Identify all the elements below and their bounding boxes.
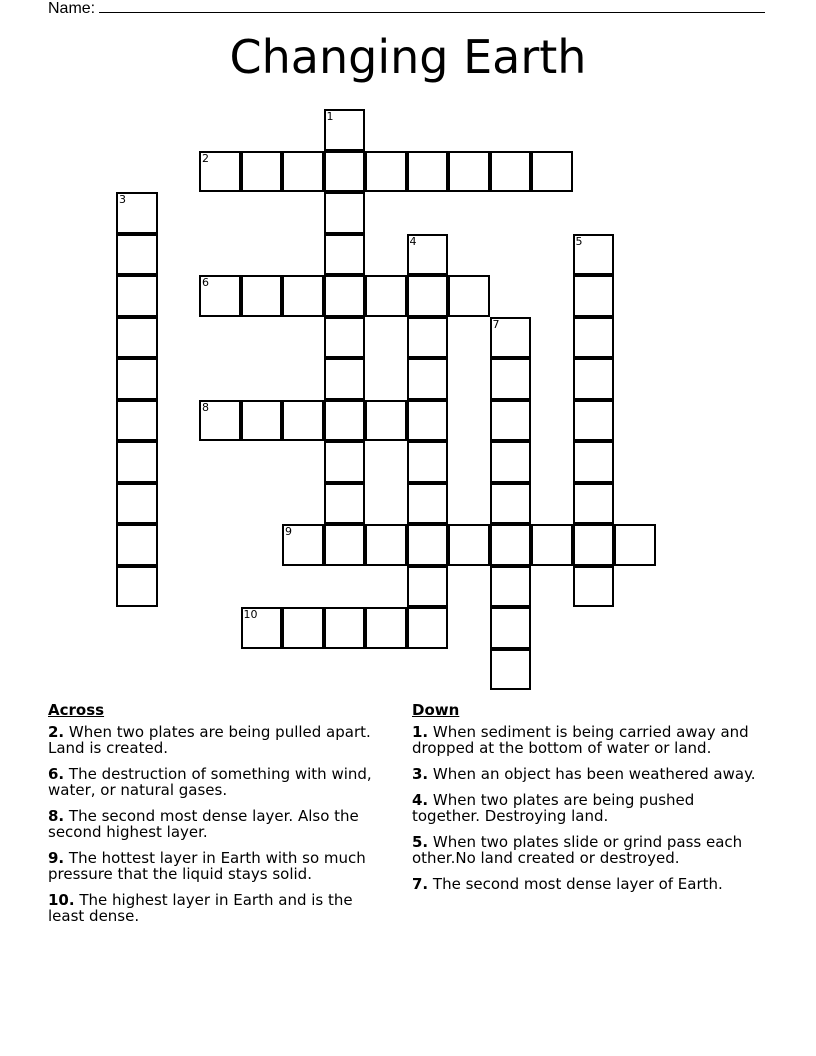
grid-cell[interactable] xyxy=(490,524,532,566)
grid-cell[interactable] xyxy=(116,441,158,483)
clue-down-5: 5. When two plates slide or grind pass each other.No land created or destroyed. xyxy=(412,833,743,867)
clue-number: 3 xyxy=(119,193,126,206)
grid-cell[interactable] xyxy=(324,151,366,193)
grid-cell[interactable] xyxy=(407,607,449,649)
grid-cell[interactable] xyxy=(407,483,449,525)
grid-cell[interactable] xyxy=(324,483,366,525)
grid-cell[interactable] xyxy=(324,441,366,483)
grid-cell[interactable] xyxy=(199,275,241,317)
grid-cell[interactable] xyxy=(116,400,158,442)
grid-cell[interactable] xyxy=(241,151,283,193)
grid-cell[interactable] xyxy=(282,400,324,442)
clue-number: 10 xyxy=(243,608,258,621)
clue-number: 1 xyxy=(326,110,334,123)
grid-cell[interactable] xyxy=(324,400,366,442)
grid-cell[interactable] xyxy=(573,524,615,566)
grid-cell[interactable] xyxy=(573,317,615,359)
grid-cell[interactable] xyxy=(573,483,615,525)
grid-cell[interactable] xyxy=(490,400,532,442)
grid-cell[interactable] xyxy=(573,441,615,483)
grid-cell[interactable] xyxy=(199,151,241,193)
grid-cell[interactable] xyxy=(407,151,449,193)
clue-number: 4 xyxy=(409,234,417,248)
grid-cell[interactable] xyxy=(573,566,615,608)
grid-cell[interactable] xyxy=(282,151,324,193)
clue-across-6: 6. The destruction of something with wind, water, or natural gases. xyxy=(48,765,372,799)
grid-cell[interactable] xyxy=(324,109,366,151)
name-label: Name: xyxy=(48,0,96,17)
grid-cell[interactable] xyxy=(241,275,283,317)
grid-cell[interactable] xyxy=(241,607,283,649)
grid-cell[interactable] xyxy=(116,275,158,317)
grid-cell[interactable] xyxy=(116,317,158,359)
grid-cell[interactable] xyxy=(324,234,366,276)
clue-number: 8 xyxy=(202,400,209,414)
grid-cell[interactable] xyxy=(490,607,532,649)
grid-cell[interactable] xyxy=(324,358,366,400)
clue-down-1: 1. When sediment is being carried away and dropped at the bottom of water or land. xyxy=(412,723,749,757)
grid-cell[interactable] xyxy=(282,607,324,649)
down-clues xyxy=(412,702,762,902)
grid-cell[interactable] xyxy=(282,275,324,317)
grid-cell[interactable] xyxy=(407,441,449,483)
clue-down-3: 3. When an object has been weathered away. xyxy=(412,765,756,783)
grid-cell[interactable] xyxy=(490,649,532,691)
grid-cell[interactable] xyxy=(324,524,366,566)
grid-cell[interactable] xyxy=(365,151,407,193)
grid-cell[interactable] xyxy=(448,151,490,193)
grid-cell[interactable] xyxy=(490,317,532,359)
grid-cell[interactable] xyxy=(365,400,407,442)
grid-cell[interactable] xyxy=(407,524,449,566)
grid-cell[interactable] xyxy=(531,524,573,566)
grid-cell[interactable] xyxy=(448,524,490,566)
grid-cell[interactable] xyxy=(490,151,532,193)
grid-cell[interactable] xyxy=(116,483,158,525)
grid-cell[interactable] xyxy=(407,275,449,317)
grid-cell[interactable] xyxy=(448,275,490,317)
grid-cell[interactable] xyxy=(490,441,532,483)
grid-cell[interactable] xyxy=(407,358,449,400)
grid-cell[interactable] xyxy=(490,483,532,525)
clue-number: 5 xyxy=(575,234,583,248)
grid-cell[interactable] xyxy=(573,358,615,400)
grid-cell[interactable] xyxy=(116,358,158,400)
grid-cell[interactable] xyxy=(573,400,615,442)
grid-cell[interactable] xyxy=(324,275,366,317)
grid-cell[interactable] xyxy=(324,607,366,649)
down-heading: Down xyxy=(412,701,460,719)
clue-number: 9 xyxy=(285,525,292,538)
grid-cell[interactable] xyxy=(490,358,532,400)
grid-cell[interactable] xyxy=(573,275,615,317)
clue-number: 2 xyxy=(202,151,209,165)
clue-across-10: 10. The highest layer in Earth and is the least dense. xyxy=(48,891,353,925)
across-heading: Across xyxy=(48,701,105,719)
grid-cell[interactable] xyxy=(199,400,241,442)
grid-cell[interactable] xyxy=(614,524,656,566)
grid-cell[interactable] xyxy=(407,234,449,276)
grid-cell[interactable] xyxy=(282,524,324,566)
grid-cell[interactable] xyxy=(407,400,449,442)
clue-down-7: 7. The second most dense layer of Earth. xyxy=(412,875,723,893)
clue-across-8: 8. The second most dense layer. Also the second highest layer. xyxy=(48,807,359,841)
clue-number: 7 xyxy=(492,317,500,331)
clue-down-4: 4. When two plates are being pushed together. Destroying land. xyxy=(412,791,695,825)
grid-cell[interactable] xyxy=(116,566,158,608)
grid-cell[interactable] xyxy=(365,524,407,566)
grid-cell[interactable] xyxy=(407,566,449,608)
grid-cell[interactable] xyxy=(324,192,366,234)
grid-cell[interactable] xyxy=(531,151,573,193)
grid-cell[interactable] xyxy=(407,317,449,359)
grid-cell[interactable] xyxy=(573,234,615,276)
page-title: Changing Earth xyxy=(229,30,587,84)
grid-cell[interactable] xyxy=(365,607,407,649)
clue-number: 6 xyxy=(202,276,209,289)
clue-across-2: 2. When two plates are being pulled apart. Land is created. xyxy=(48,723,371,757)
grid-cell[interactable] xyxy=(490,566,532,608)
grid-cell[interactable] xyxy=(365,275,407,317)
grid-cell[interactable] xyxy=(116,192,158,234)
grid-cell[interactable] xyxy=(241,400,283,442)
grid-cell[interactable] xyxy=(116,524,158,566)
grid-cell[interactable] xyxy=(116,234,158,276)
across-clues xyxy=(48,702,393,934)
grid-cell[interactable] xyxy=(324,317,366,359)
clue-across-9: 9. The hottest layer in Earth with so much pressure that the liquid stays solid. xyxy=(48,849,366,883)
